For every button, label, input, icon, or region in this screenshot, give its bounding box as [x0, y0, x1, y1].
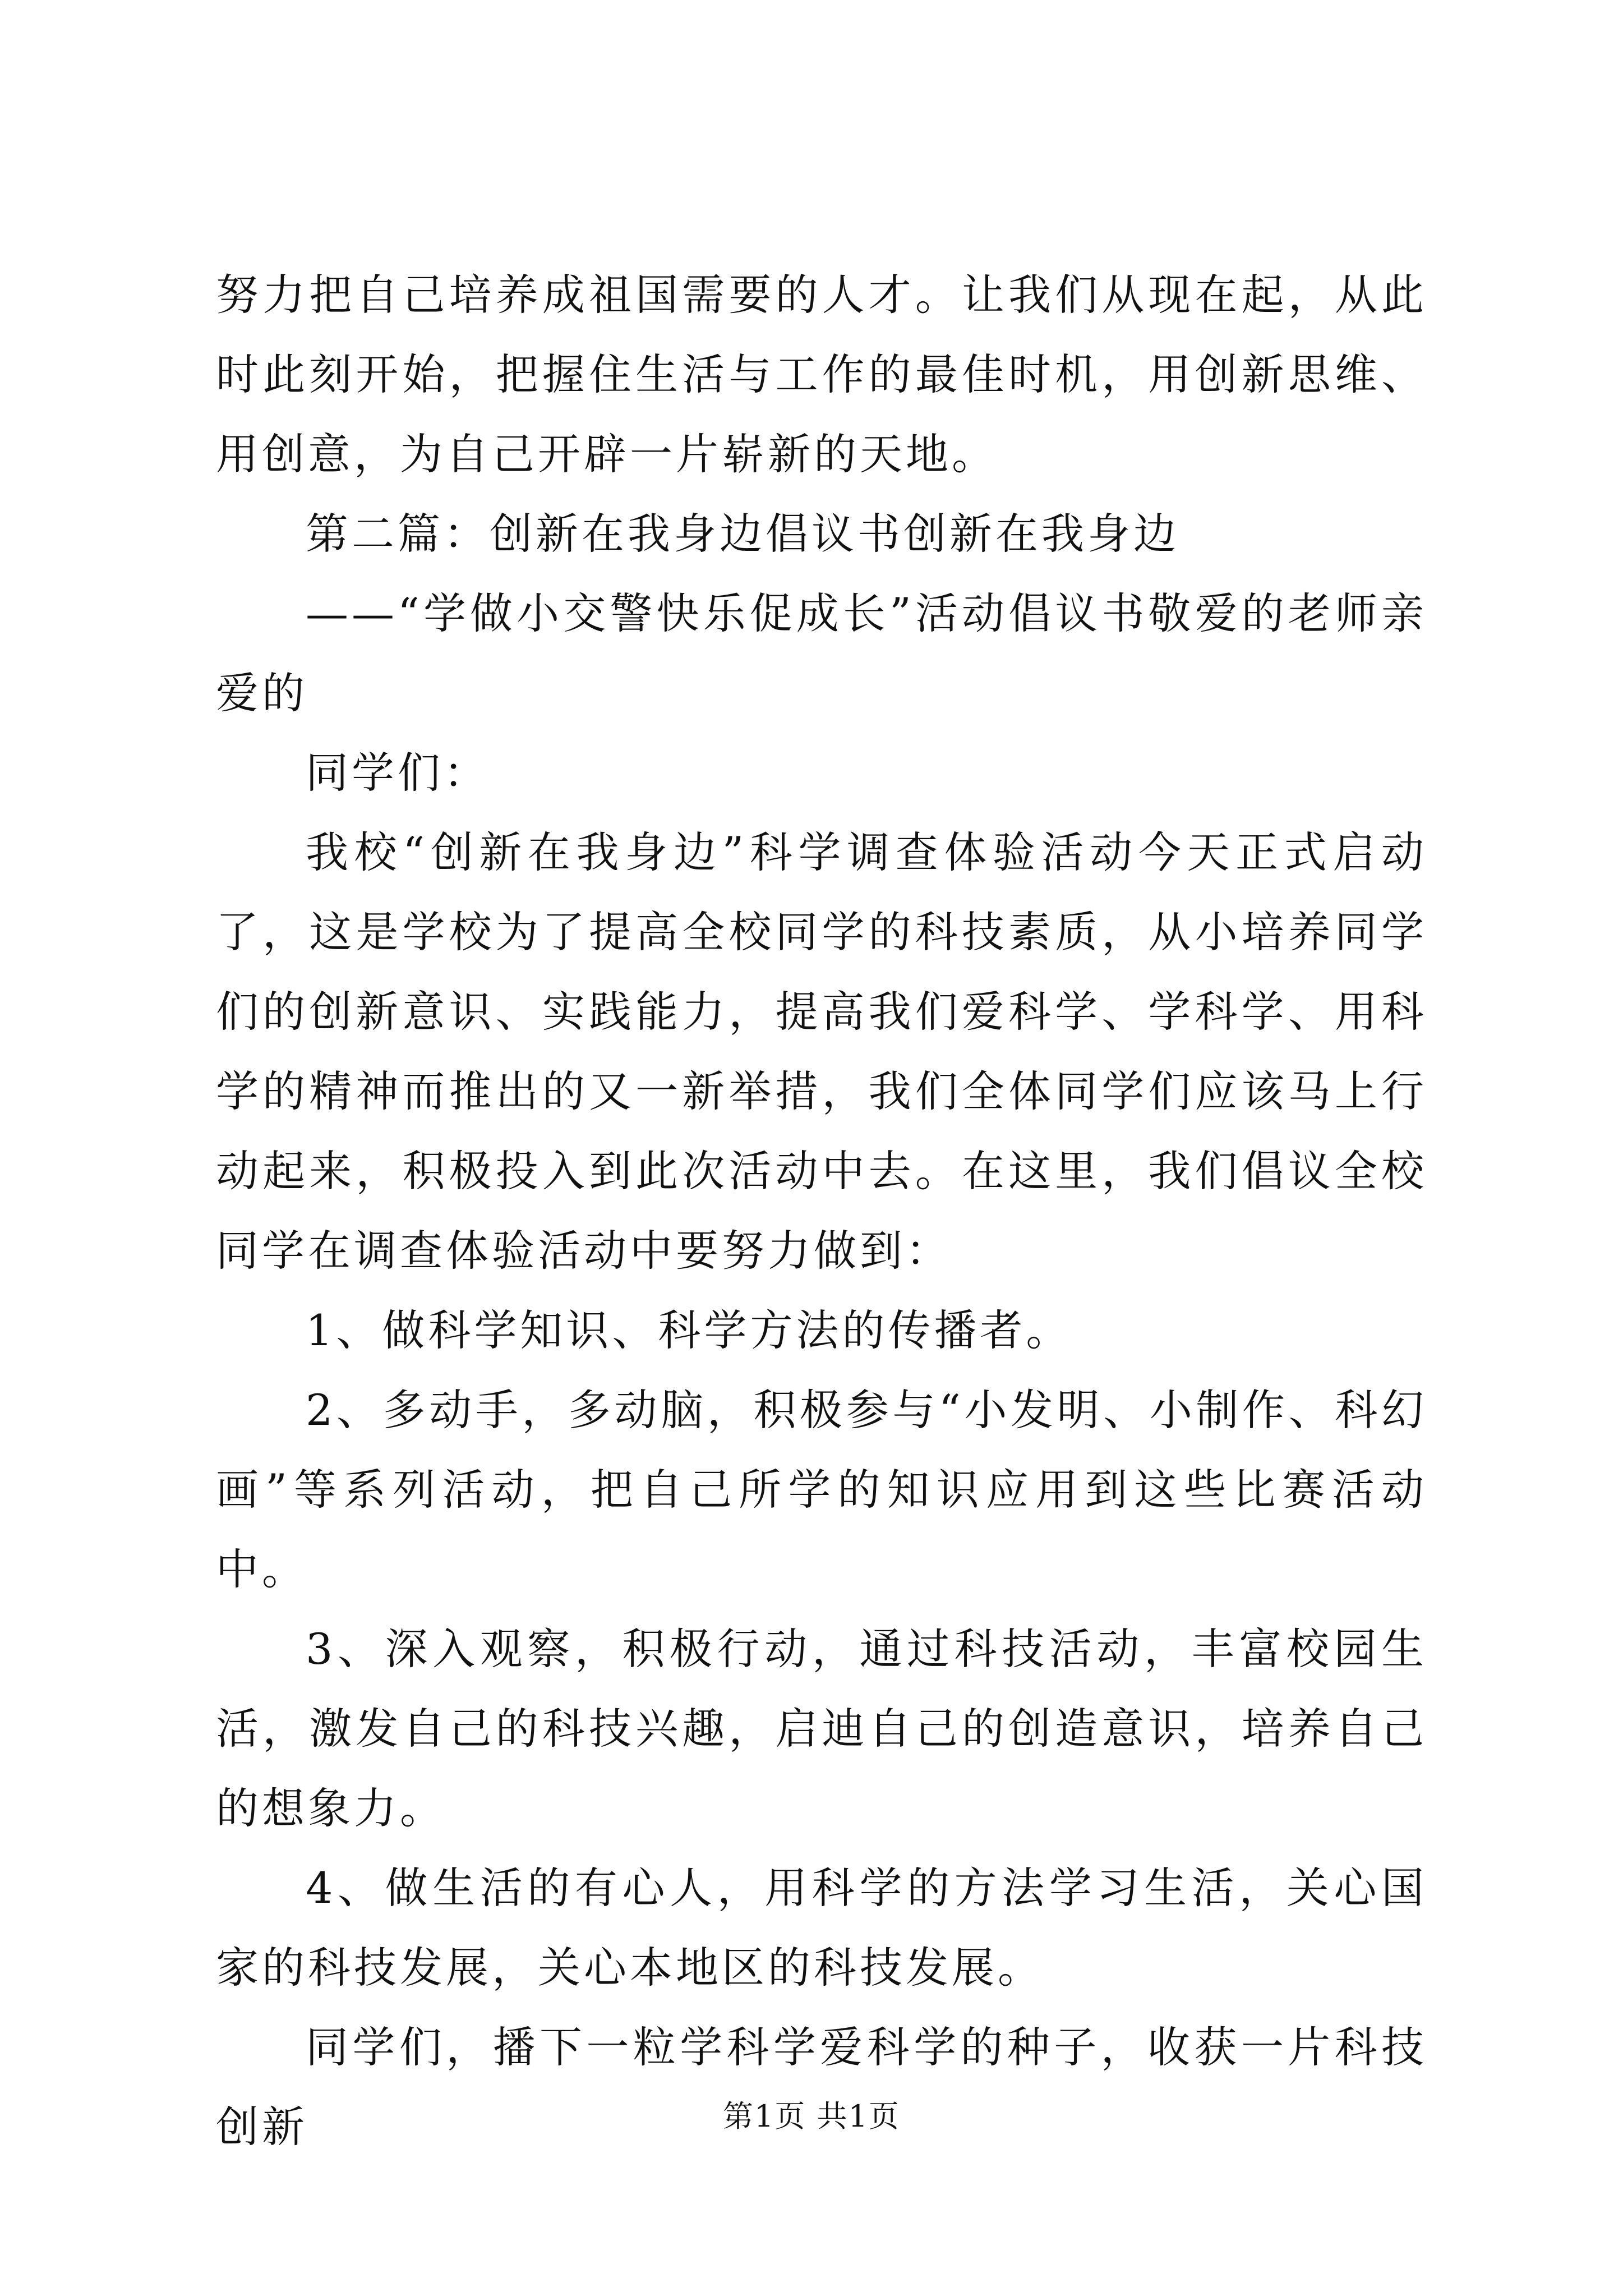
paragraph: 同学们，播下一粒学科学爱科学的种子，收获一片科技创新 — [216, 2022, 1427, 2152]
list-item: 2、多动手，多动脑，积极参与“小发明、小制作、科幻画”等系列活动，把自己所学的知识应用到这些比赛活动中。 — [216, 1385, 1427, 1594]
section-heading: 第二篇：创新在我身边倡议书创新在我身边 — [306, 509, 1179, 559]
list-item: 1、做科学知识、科学方法的传播者。 — [306, 1305, 1072, 1355]
paragraph: 努力把自己培养成祖国需要的人才。让我们从现在起，从此时此刻开始，把握住生活与工作的最佳时机，用创新思维、用创意，为自己开辟一片崭新的天地。 — [216, 270, 1427, 479]
page-footer: 第1页 共1页 — [723, 2099, 900, 2134]
document-body — [216, 255, 1427, 2167]
salutation: 同学们： — [306, 748, 490, 798]
list-item: 4、做生活的有心人，用科学的方法学习生活，关心国家的科技发展，关心本地区的科技发展。 — [216, 1863, 1427, 1993]
list-item: 3、深入观察，积极行动，通过科技活动，丰富校园生活，激发自己的科技兴趣，启迪自己的创造意识，培养自己的想象力。 — [216, 1624, 1427, 1833]
paragraph: ——“学做小交警快乐促成长”活动倡议书敬爱的老师亲爱的 — [216, 588, 1427, 718]
paragraph: 我校“创新在我身边”科学调查体验活动今天正式启动了，这是学校为了提高全校同学的科技素质，从小培养同学们的创新意识、实践能力，提高我们爱科学、学科学、用科学的精神而推出的又一新举措，我们全体同学们应该马上行动起来，积极投入到此次活动中去。在这里，我们倡议全校同学在调查体验活动中要努力做到： — [216, 827, 1427, 1276]
